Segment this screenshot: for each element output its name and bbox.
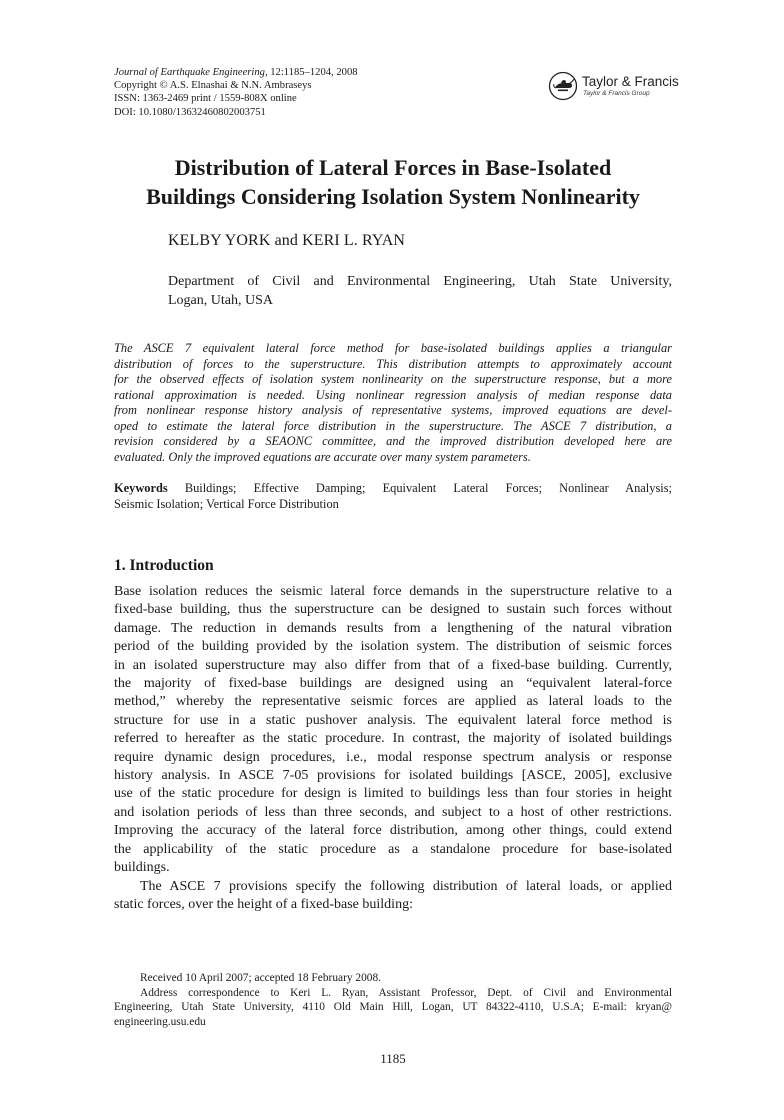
authors: KELBY YORK and KERI L. RYAN [168, 232, 406, 249]
doi-line: DOI: 10.1080/13632460802003751 [114, 106, 266, 118]
body-line: require dynamic design procedures, i.e., modal response spectrum analysis or response [114, 749, 672, 765]
body-line: Improving the accuracy of the lateral force distribution, among other things, could extend [114, 823, 672, 839]
body-line: the applicability of the static procedure as a standalone procedure for base-isolated [114, 841, 672, 857]
body-line: history analysis. In ASCE 7-05 provisions for isolated buildings [ASCE, 2005], exclusive [114, 768, 672, 784]
footnotes [114, 971, 672, 1029]
abstract-line: The ASCE 7 equivalent lateral force method for base-isolated buildings applies a triangular [114, 341, 672, 355]
address-line: Engineering, Utah State University, 4110 Old Main Hill, Logan, UT 84322-4110, U.S.A; E-mail: kryan@ [114, 1001, 672, 1014]
abstract-line: distribution of forces to the superstructure. This distribution attempts to approximately account [114, 356, 672, 371]
journal-citation [114, 66, 358, 79]
abstract-line: revision considered by a SEAONC committee, and the improved distribution developed here are [114, 434, 672, 448]
page-number: 1185 [380, 1051, 406, 1066]
body-line: static forces, over the height of a fixed-base building: [114, 896, 413, 912]
section-heading: 1. Introduction [114, 557, 214, 574]
affiliation-line-2: Logan, Utah, USA [168, 293, 273, 308]
affiliation [168, 272, 672, 310]
publication-info [114, 66, 358, 119]
keywords-label: Keywords [114, 481, 168, 495]
keywords-line-1 [114, 481, 672, 497]
body-line: The ASCE 7 provisions specify the following distribution of lateral loads, or applied [140, 878, 672, 894]
affiliation-line-1: Department of Civil and Environmental Engineering, Utah State University, [168, 274, 672, 289]
body-line: method,” whereby the representative seismic forces are applied as lateral loads to the [114, 694, 672, 710]
publisher-group: Taylor & Francis Group [583, 90, 650, 97]
copyright-line: Copyright © A.S. Elnashai & N.N. Ambraseys [114, 80, 312, 92]
body-line: buildings. [114, 860, 170, 876]
title-line-2: Buildings Considering Isolation System Nonlinearity [146, 184, 640, 209]
keywords-list-1: Buildings; Effective Damping; Equivalent Lateral Forces; Nonlinear Analysis; [184, 481, 672, 495]
body-line: and isolation periods of less than three seconds, and subject to a host of other restrictions. [114, 804, 672, 820]
abstract-line: evaluated. Only the improved equations are accurate over many system parameters. [114, 449, 531, 464]
abstract-line: from nonlinear response history analysis of representative systems, improved equations are devel- [114, 403, 672, 417]
abstract-line: rational approximation is needed. Using nonlinear regression analysis of median response data [114, 387, 672, 402]
body-line: the majority of fixed-base buildings are designed using an “equivalent lateral-force [114, 676, 672, 692]
abstract-line: for the observed effects of isolation system nonlinearity on the superstructure response, but a more [114, 372, 672, 386]
taylor-francis-lamp-icon [548, 71, 578, 101]
abstract-line: oped to estimate the lateral force distribution in the superstructure. The ASCE 7 distribution, a [114, 418, 672, 433]
body-line: Base isolation reduces the seismic lateral force demands in the superstructure relative to a [114, 584, 672, 599]
title-line-1: Distribution of Lateral Forces in Base-Isolated [174, 155, 612, 180]
abstract [114, 341, 672, 465]
keywords-list-2: Seismic Isolation; Vertical Force Distribution [114, 496, 339, 511]
body-line: referred to hereafter as the static procedure. In contrast, the majority of isolated buildings [114, 731, 672, 747]
body-line: in an isolated superstructure may also differ from that of a fixed-base building. Currently, [114, 657, 672, 673]
paper-page [114, 0, 679, 1120]
body-line: damage. The reduction in demands results from a lengthening of the natural vibration [114, 620, 672, 636]
publisher-logo [548, 71, 679, 103]
received-note: Received 10 April 2007; accepted 18 February 2008. [140, 972, 382, 984]
publisher-name: Taylor & Francis [582, 74, 679, 89]
address-line: Address correspondence to Keri L. Ryan, Assistant Professor, Dept. of Civil and Environmental [140, 986, 672, 999]
address-line: engineering.usu.edu [114, 1015, 206, 1028]
paper-title [110, 153, 676, 211]
body-line: use of the static procedure for design is limited to buildings less than four stories in height [114, 786, 672, 802]
issn-line: ISSN: 1363-2469 print / 1559-808X online [114, 93, 297, 105]
body-line: fixed-base building, thus the superstructure can be designed to sustain such forces without [114, 602, 672, 618]
volume-pages: , 12:1185–1204, 2008 [264, 67, 358, 78]
introduction-body [114, 583, 672, 914]
body-line: structure for use in a static pushover analysis. The equivalent lateral force method is [114, 712, 672, 728]
journal-name: Journal of Earthquake Engineering [114, 67, 265, 78]
keywords [114, 481, 672, 512]
body-line: period of the building provided by the isolation system. The distribution of seismic forces [114, 639, 672, 655]
